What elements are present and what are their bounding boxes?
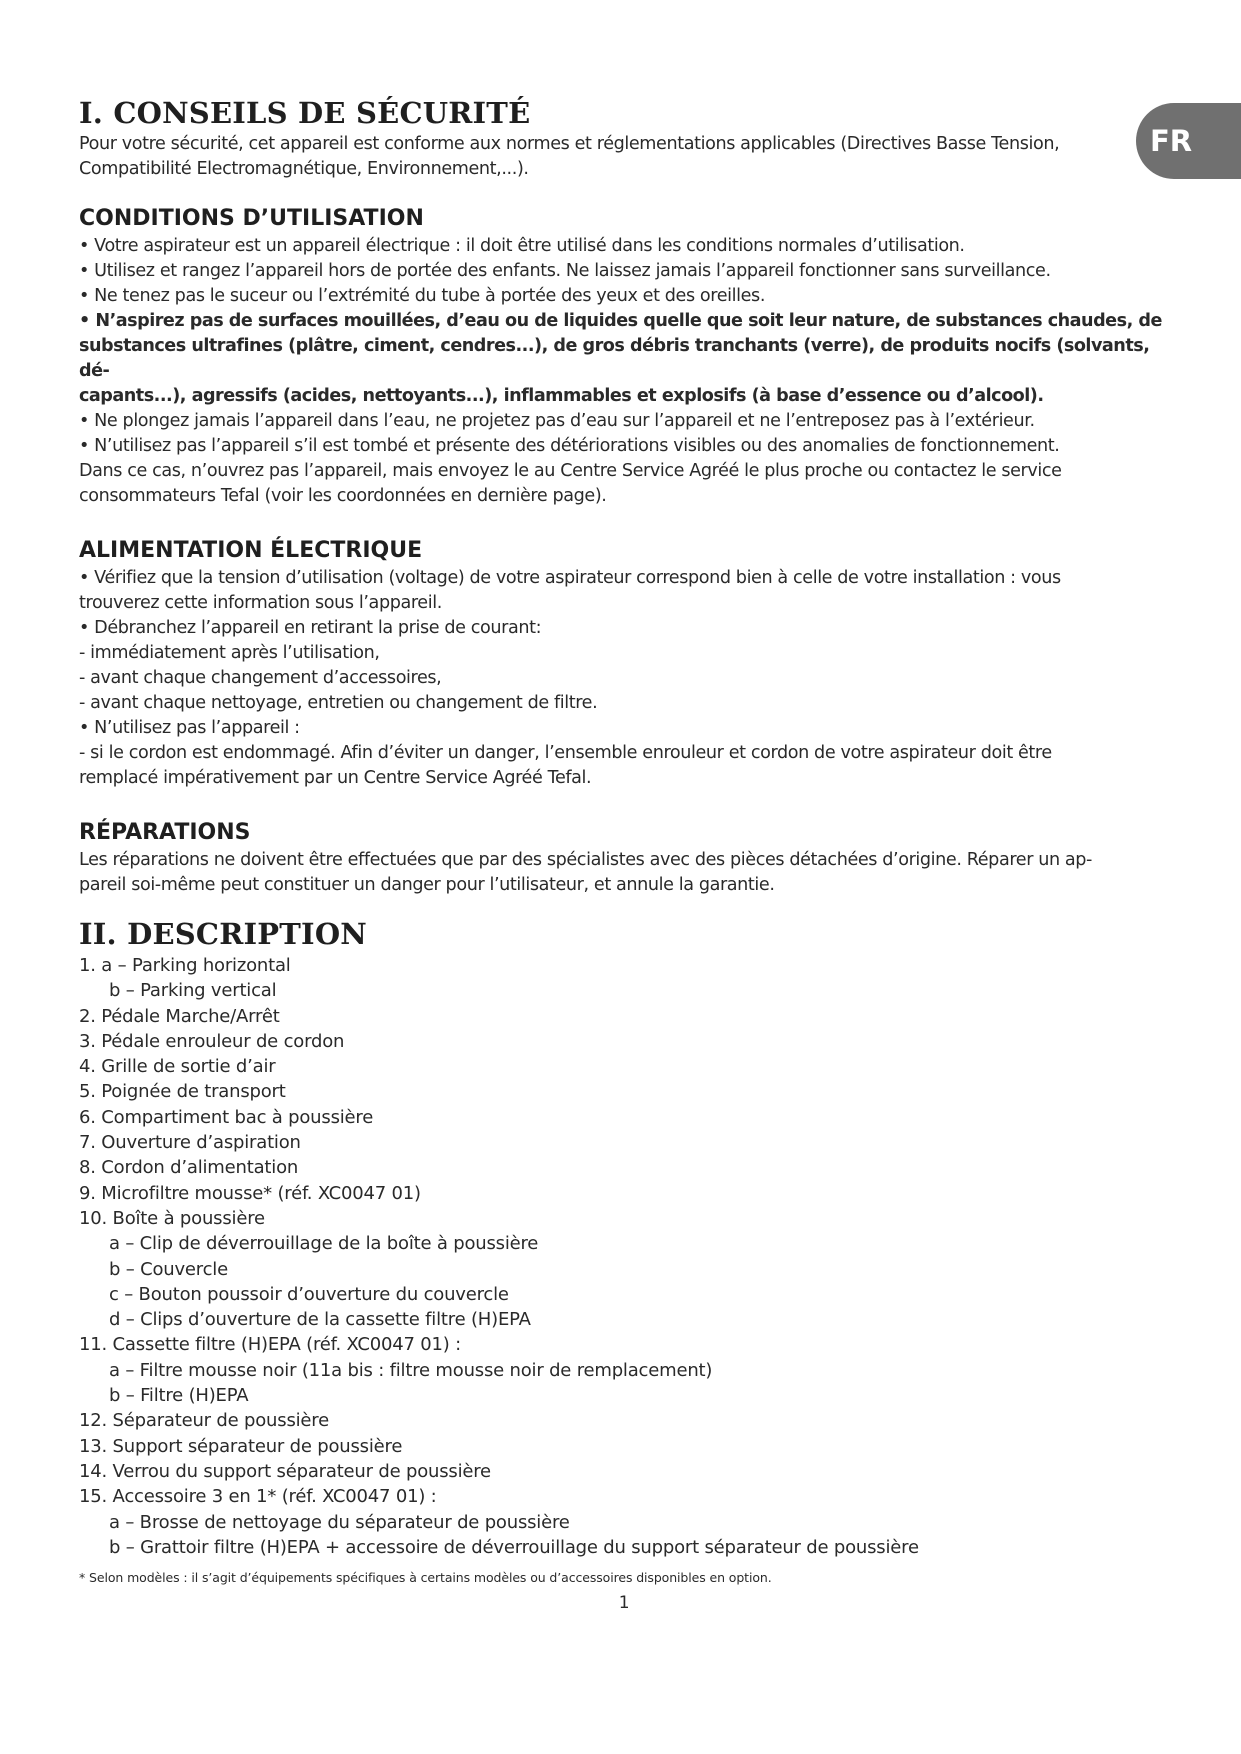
reparations-text [79, 848, 1169, 898]
list-subitem: b – Grattoir filtre (H)EPA + accessoire de déverrouillage du support séparateur de poussière [109, 1536, 919, 1558]
text-line: Compatibilité Electromagnétique, Environnement,...). [79, 159, 529, 179]
text-line: Les réparations ne doivent être effectuées que par des spécialistes avec des pièces détachées d’origine. Réparer un ap- [79, 850, 1093, 870]
text-line: - si le cordon est endommagé. Afin d’éviter un danger, l’ensemble enrouleur et cordon de votre aspirateur doit être [79, 743, 1052, 763]
list-item: 13. Support séparateur de poussière [79, 1435, 403, 1457]
list-item: 15. Accessoire 3 en 1* (réf. XC0047 01) : [79, 1486, 437, 1508]
warning-line: • N’aspirez pas de surfaces mouillées, d’eau ou de liquides quelle que soit leur nature, de substances chaudes, de [79, 311, 1162, 331]
text-line: consommateurs Tefal (voir les coordonnées en dernière page). [79, 486, 607, 506]
list-subitem: d – Clips d’ouverture de la cassette filtre (H)EPA [109, 1309, 531, 1331]
list-item: 12. Séparateur de poussière [79, 1410, 329, 1432]
text-line: • Ne tenez pas le suceur ou l’extrémité du tube à portée des yeux et des oreilles. [79, 286, 766, 306]
list-subitem: b – Filtre (H)EPA [109, 1385, 249, 1407]
description-list [79, 953, 1169, 1560]
list-item: 14. Verrou du support séparateur de poussière [79, 1460, 491, 1482]
list-subitem: b – Parking vertical [109, 980, 277, 1002]
list-item: 2. Pédale Marche/Arrêt [79, 1005, 280, 1027]
list-item: 10. Boîte à poussière [79, 1207, 265, 1229]
text-line: • N’utilisez pas l’appareil : [79, 718, 300, 738]
heading-conditions: CONDITIONS D’UTILISATION [79, 206, 424, 231]
list-subitem: c – Bouton poussoir d’ouverture du couvercle [109, 1283, 509, 1305]
warning-line: capants...), agressifs (acides, nettoyants...), inflammables et explosifs (à base d’essence ou d’alcool). [79, 386, 1044, 406]
conditions-text [79, 234, 1169, 509]
heading-alimentation: ALIMENTATION ÉLECTRIQUE [79, 538, 423, 563]
list-subitem: b – Couvercle [109, 1258, 228, 1280]
list-item: 5. Poignée de transport [79, 1081, 286, 1103]
text-line: • N’utilisez pas l’appareil s’il est tombé et présente des détériorations visibles ou des anomalies de fonctionnement. [79, 436, 1060, 456]
heading-reparations: RÉPARATIONS [79, 820, 251, 845]
text-line: pareil soi-même peut constituer un danger pour l’utilisateur, et annule la garantie. [79, 875, 775, 895]
section-title-safety: I. CONSEILS DE SÉCURITÉ [79, 96, 531, 130]
text-line: remplacé impérativement par un Centre Service Agréé Tefal. [79, 768, 592, 788]
text-line: trouverez cette information sous l’appareil. [79, 593, 442, 613]
text-line: • Débranchez l’appareil en retirant la prise de courant: [79, 618, 542, 638]
list-item: 3. Pédale enrouleur de cordon [79, 1030, 345, 1052]
text-line: Pour votre sécurité, cet appareil est conforme aux normes et réglementations applicables (Directives Basse Tension, [79, 134, 1060, 154]
language-tab: FR [1136, 103, 1241, 179]
text-line: - immédiatement après l’utilisation, [79, 643, 380, 663]
list-item: 11. Cassette filtre (H)EPA (réf. XC0047 01) : [79, 1334, 461, 1356]
text-line: • Ne plongez jamais l’appareil dans l’eau, ne projetez pas d’eau sur l’appareil et ne l’entreposez pas à l’extérieur. [79, 411, 1035, 431]
section-title-description: II. DESCRIPTION [79, 917, 367, 951]
text-line: Dans ce cas, n’ouvrez pas l’appareil, mais envoyez le au Centre Service Agréé le plus proche ou contactez le service [79, 461, 1062, 481]
list-item: 4. Grille de sortie d’air [79, 1056, 276, 1078]
list-item: 8. Cordon d’alimentation [79, 1157, 299, 1179]
list-item: 7. Ouverture d’aspiration [79, 1132, 301, 1154]
safety-intro [79, 132, 1169, 182]
text-line: - avant chaque nettoyage, entretien ou changement de filtre. [79, 693, 598, 713]
text-line: • Utilisez et rangez l’appareil hors de portée des enfants. Ne laissez jamais l’appareil fonctionner sans surveillance. [79, 261, 1051, 281]
alimentation-text [79, 566, 1169, 791]
list-item: 6. Compartiment bac à poussière [79, 1106, 374, 1128]
warning-line: substances ultrafines (plâtre, ciment, cendres...), de gros débris tranchants (verre), de produits nocifs (solvants, dé- [79, 336, 1150, 381]
page-content [79, 94, 1169, 1615]
page-number: 1 [618, 1593, 630, 1614]
list-item: 1. a – Parking horizontal [79, 955, 291, 976]
list-item: 9. Microfiltre mousse* (réf. XC0047 01) [79, 1182, 421, 1204]
list-subitem: a – Brosse de nettoyage du séparateur de poussière [109, 1511, 570, 1533]
text-line: • Vérifiez que la tension d’utilisation (voltage) de votre aspirateur correspond bien à celle de votre installation : vous [79, 568, 1061, 588]
text-line: - avant chaque changement d’accessoires, [79, 668, 442, 688]
list-subitem: a – Clip de déverrouillage de la boîte à poussière [109, 1233, 539, 1255]
list-subitem: a – Filtre mousse noir (11a bis : filtre mousse noir de remplacement) [109, 1359, 713, 1381]
footnote: * Selon modèles : il s’agit d’équipements spécifiques à certains modèles ou d’accessoires disponibles en option. [79, 1570, 772, 1586]
text-line: • Votre aspirateur est un appareil électrique : il doit être utilisé dans les conditions normales d’utilisation. [79, 236, 965, 256]
